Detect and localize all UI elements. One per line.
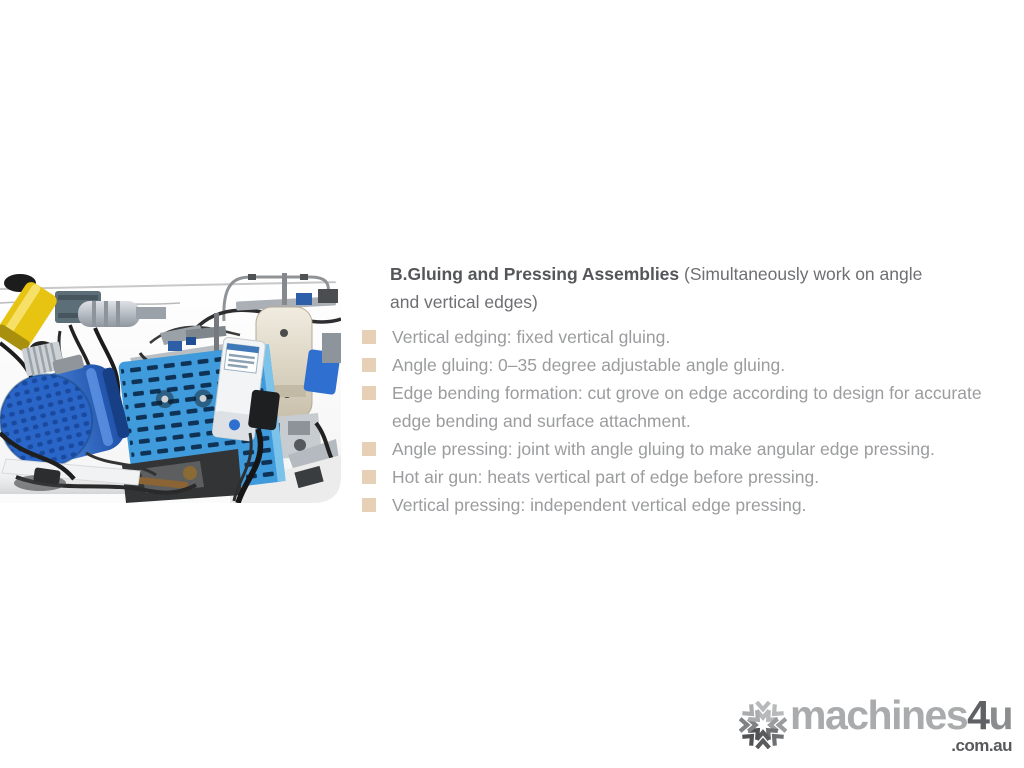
bullet-square-icon (362, 330, 376, 344)
list-item (362, 379, 1022, 435)
list-item (362, 323, 1022, 351)
machine-photo-illustration (0, 273, 341, 503)
brand-4: 4 (967, 692, 989, 738)
list-item (362, 435, 1022, 463)
black-connector (248, 389, 280, 430)
watermark-brand (789, 692, 1012, 738)
watermark-domain: .com.au (951, 736, 1012, 755)
feature-text: Edge bending formation: cut grove on edge according to design for accurate edge bending and surface attachment. (392, 383, 982, 431)
feature-text: Vertical edging: fixed vertical gluing. (392, 327, 671, 347)
description-panel (362, 260, 1022, 519)
bullet-square-icon (362, 358, 376, 372)
bullet-square-icon (362, 386, 376, 400)
section-heading-rest: (Simultaneously work on angle and vertical edges) (390, 264, 923, 312)
feature-text: Angle pressing: joint with angle gluing to make angular edge pressing. (392, 439, 935, 459)
bullet-square-icon (362, 498, 376, 512)
machine-photo (0, 273, 341, 503)
feature-text: Hot air gun: heats vertical part of edge before pressing. (392, 467, 820, 487)
brand-u: u (988, 692, 1012, 738)
machines4u-watermark (739, 692, 1012, 755)
list-item (362, 463, 1022, 491)
feature-text: Vertical pressing: independent vertical edge pressing. (392, 495, 807, 515)
section-heading (390, 260, 952, 316)
list-item (362, 351, 1022, 379)
feature-list (362, 323, 1022, 519)
bullet-square-icon (362, 442, 376, 456)
machines4u-logo-icon (739, 701, 787, 749)
list-item (362, 491, 1022, 519)
section-heading-bold: B.Gluing and Pressing Assemblies (390, 264, 680, 284)
watermark-text (789, 692, 1012, 755)
bullet-square-icon (362, 470, 376, 484)
feature-text: Angle gluing: 0–35 degree adjustable angle gluing. (392, 355, 786, 375)
brand-machines: machines (789, 692, 968, 738)
